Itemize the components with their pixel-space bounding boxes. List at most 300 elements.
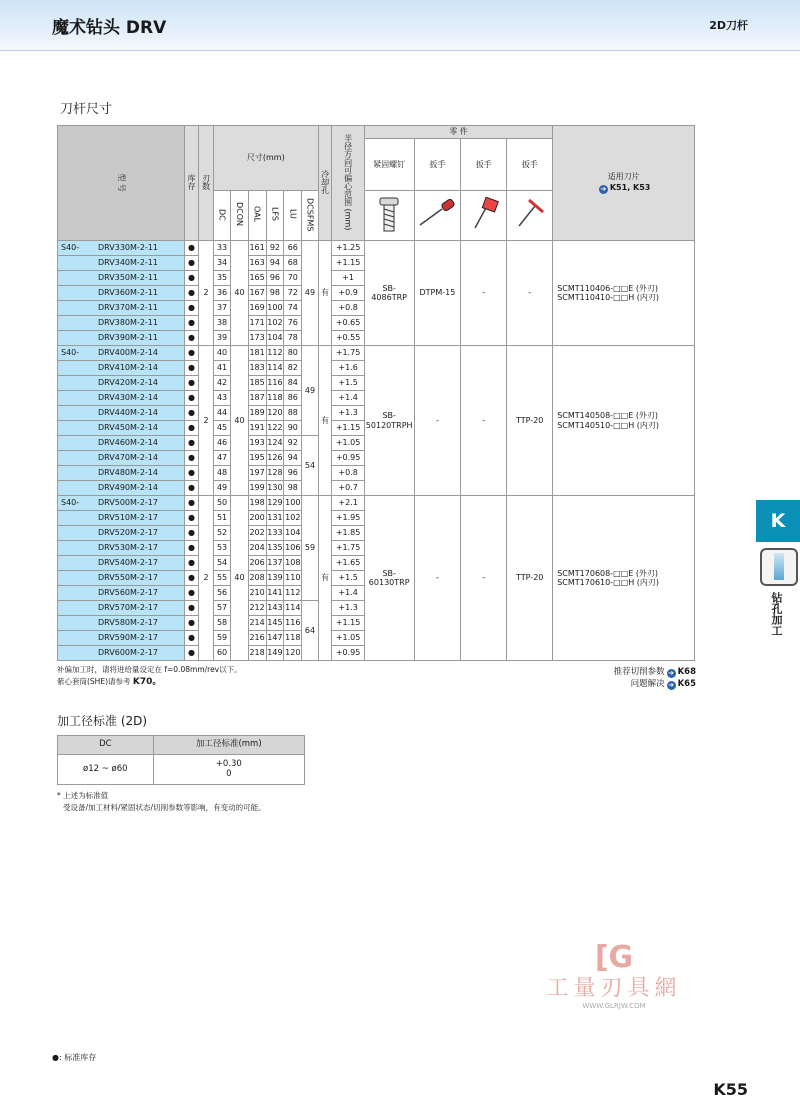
cell-dc: 59 [213,631,230,646]
cell-lu: 100 [284,496,302,511]
model-name: DRV410M-2-14 [98,363,158,373]
cell-oal: 185 [248,376,266,391]
cell-lu: 106 [284,541,302,556]
cell-stock: ● [184,346,199,361]
insert-code: SCMT110406-□□E (外刃) [557,283,659,293]
cell-offset: +1.05 [332,631,364,646]
cell-oal: 202 [248,526,266,541]
cell-screw: SB- 50120TRPH [364,346,414,496]
cell-oal: 216 [248,631,266,646]
cell-lfs: 96 [266,271,284,286]
model-prefix: S40- [61,498,80,508]
cell-model [58,286,185,301]
cell-lfs: 104 [266,331,284,346]
cell-dc: 38 [213,316,230,331]
model-name: DRV340M-2-11 [98,258,158,268]
stock-legend: ●: 标准库存 [52,1053,97,1062]
cell-lu: 74 [284,301,302,316]
wrench-flag-icon [461,191,507,241]
cell-dc: 49 [213,481,230,496]
cell-wrench-3: TTP-20 [507,346,553,496]
cell-lu: 86 [284,391,302,406]
cell-oal: 197 [248,466,266,481]
calibre-table [57,735,305,785]
cell-lfs: 126 [266,451,284,466]
model-name: DRV550M-2-17 [98,573,158,583]
cell-stock: ● [184,556,199,571]
cell-stock: ● [184,631,199,646]
cell-lu: 84 [284,376,302,391]
insert-code: SCMT140508-□□E (外刃) [557,411,659,421]
page-header [0,0,800,51]
cell-dc: 45 [213,421,230,436]
insert-code: SCMT110410-□□H (内刃) [557,293,660,302]
cal-header-std: 加工径标准(mm) [153,736,304,755]
cell-offset: +1.4 [332,391,364,406]
model-name: DRV450M-2-14 [98,423,158,433]
cell-dcsfms: 59 [302,496,319,601]
cell-dc: 53 [213,541,230,556]
cell-offset: +1.65 [332,556,364,571]
cal-dc-range: ø12 ~ ø60 [58,755,154,785]
model-name: DRV460M-2-14 [98,438,158,448]
cell-dc: 35 [213,271,230,286]
cell-model [58,346,185,361]
model-name: DRV520M-2-17 [98,528,158,538]
cell-coolant: 有 [318,346,332,496]
cell-stock: ● [184,286,199,301]
note-sleeve-ref[interactable]: K70。 [132,677,162,687]
model-name: DRV530M-2-17 [98,543,158,553]
cell-lfs: 124 [266,436,284,451]
dim-lfs: LFS [266,191,284,241]
cell-lu: 76 [284,316,302,331]
model-name: DRV430M-2-14 [98,393,158,403]
cell-lfs: 133 [266,526,284,541]
cell-stock: ● [184,421,199,436]
cell-offset: +0.95 [332,451,364,466]
cell-model [58,436,185,451]
cell-dc: 40 [213,346,230,361]
cell-lu: 110 [284,571,302,586]
notes [57,664,242,688]
cell-lfs: 120 [266,406,284,421]
dim-dcon: DCON [231,191,248,241]
cell-lu: 88 [284,406,302,421]
watermark-url: WWW.GLRJW.COM [582,1002,646,1010]
cell-stock: ● [184,481,199,496]
cell-wrench-1: - [414,496,461,661]
note-sleeve: 紫心套筒(SHE)请参考 K70。 [57,677,162,687]
cell-lfs: 135 [266,541,284,556]
cell-lfs: 147 [266,631,284,646]
cell-offset: +1.15 [332,616,364,631]
cell-dc: 52 [213,526,230,541]
cell-lfs: 143 [266,601,284,616]
cell-dc: 39 [213,331,230,346]
cell-stock: ● [184,496,199,511]
cell-offset: +0.7 [332,481,364,496]
cell-dc: 50 [213,496,230,511]
cell-stock: ● [184,586,199,601]
cell-stock: ● [184,376,199,391]
cell-offset: +1.4 [332,586,364,601]
cell-lfs: 129 [266,496,284,511]
cell-dc: 58 [213,616,230,631]
cell-model [58,556,185,571]
cell-lfs: 130 [266,481,284,496]
cell-lu: 96 [284,466,302,481]
dim-lu: LU [284,191,302,241]
cell-oal: 165 [248,271,266,286]
cell-dc: 34 [213,256,230,271]
section-title-shank: 刀杆尺寸 [60,102,113,117]
cell-model [58,601,185,616]
ref-arrow-icon: ➜ [668,681,675,689]
cell-lfs: 92 [266,241,284,256]
cell-lfs: 128 [266,466,284,481]
cell-dc: 46 [213,436,230,451]
cell-oal: 198 [248,496,266,511]
cell-stock: ● [184,406,199,421]
cell-stock: ● [184,301,199,316]
header-wrench-2: 扳手 [461,139,507,191]
cal-header-dc: DC [58,736,154,755]
cell-offset: +0.55 [332,331,364,346]
cell-model [58,646,185,661]
cell-coolant: 有 [318,496,332,661]
model-name: DRV600M-2-17 [98,648,158,658]
cell-offset: +1.05 [332,436,364,451]
cell-offset: +1.6 [332,361,364,376]
header-stock: 库存 [184,126,199,241]
cell-lu: 90 [284,421,302,436]
model-name: DRV540M-2-17 [98,558,158,568]
cell-flutes: 2 [199,346,214,496]
screw-image-icon [364,191,414,241]
cell-model [58,571,185,586]
header-offset: 半径方向可偏心范围 (mm) [332,126,364,241]
cell-offset: +0.9 [332,286,364,301]
cell-wrench-3: TTP-20 [507,496,553,661]
cell-lu: 78 [284,331,302,346]
table-row [58,496,695,511]
insert-code: SCMT170610-□□H (内刃) [557,578,660,587]
table-row [58,346,695,361]
model-prefix: S40- [61,348,80,358]
ref-trouble[interactable]: 问题解决 ➜ K65 [630,679,696,689]
dim-dc: DC [213,191,230,241]
cell-lu: 66 [284,241,302,256]
cell-offset: +1.3 [332,601,364,616]
cell-dcsfms: 49 [302,241,319,346]
cell-dc: 37 [213,301,230,316]
cell-lu: 98 [284,481,302,496]
cell-dc: 60 [213,646,230,661]
cell-offset: +2.1 [332,496,364,511]
insert-ref[interactable]: K51, K53 [609,183,651,193]
cell-offset: +1 [332,271,364,286]
header-coolant: 冷却孔 [318,126,332,241]
cell-offset: +1.3 [332,406,364,421]
dim-oal: OAL [248,191,266,241]
cell-model [58,376,185,391]
cell-lu: 70 [284,271,302,286]
cal-tolerance: +0.30 0 [153,755,304,785]
cell-dc: 47 [213,451,230,466]
cell-lu: 102 [284,511,302,526]
cell-oal: 199 [248,481,266,496]
cell-dc: 33 [213,241,230,256]
cell-lu: 104 [284,526,302,541]
wrench-t-icon [507,191,553,241]
cell-dcon: 40 [231,346,248,496]
model-name: DRV570M-2-17 [98,603,158,613]
cell-model [58,511,185,526]
cell-stock: ● [184,436,199,451]
cell-model [58,316,185,331]
cell-stock: ● [184,451,199,466]
cell-lu: 80 [284,346,302,361]
cell-stock: ● [184,391,199,406]
model-name: DRV400M-2-14 [98,348,158,358]
cell-dc: 36 [213,286,230,301]
cell-inserts [553,496,695,661]
cell-model [58,361,185,376]
watermark [528,940,700,1020]
cell-stock: ● [184,316,199,331]
model-name: DRV420M-2-14 [98,378,158,388]
cell-dcon: 40 [231,496,248,661]
cell-model [58,496,185,511]
cell-lu: 94 [284,451,302,466]
cell-oal: 181 [248,346,266,361]
watermark-logo: [G [594,940,634,975]
cell-inserts [553,241,695,346]
cell-lu: 118 [284,631,302,646]
cell-oal: 204 [248,541,266,556]
cell-offset: +1.15 [332,256,364,271]
cell-lfs: 122 [266,421,284,436]
cell-stock: ● [184,256,199,271]
model-name: DRV380M-2-11 [98,318,158,328]
cell-lu: 120 [284,646,302,661]
cell-oal: 200 [248,511,266,526]
cell-stock: ● [184,511,199,526]
cell-model [58,616,185,631]
cell-dc: 56 [213,586,230,601]
cell-model [58,301,185,316]
watermark-name: 工量刃具網 [546,976,682,1001]
cell-lfs: 139 [266,571,284,586]
cell-dc: 48 [213,466,230,481]
cell-oal: 210 [248,586,266,601]
cell-offset: +1.85 [332,526,364,541]
cell-stock: ● [184,571,199,586]
cell-wrench-1: DTPM-15 [414,241,461,346]
cell-oal: 183 [248,361,266,376]
cell-lfs: 149 [266,646,284,661]
cell-lu: 92 [284,436,302,451]
cell-lfs: 94 [266,256,284,271]
model-name: DRV560M-2-17 [98,588,158,598]
cell-dc: 41 [213,361,230,376]
cell-dc: 55 [213,571,230,586]
cell-flutes: 2 [199,496,214,661]
cell-wrench-3: - [507,241,553,346]
cell-flutes: 2 [199,241,214,346]
cell-lfs: 131 [266,511,284,526]
cell-oal: 195 [248,451,266,466]
cell-lfs: 145 [266,616,284,631]
cell-dc: 57 [213,601,230,616]
section-title-calibre: 加工径标准 (2D) [57,714,148,728]
cell-offset: +1.5 [332,571,364,586]
cell-model [58,391,185,406]
cell-lu: 68 [284,256,302,271]
cell-oal: 212 [248,601,266,616]
cell-dc: 51 [213,511,230,526]
cell-model [58,241,185,256]
model-name: DRV360M-2-11 [98,288,158,298]
cell-dc: 44 [213,406,230,421]
cell-dcsfms: 54 [302,436,319,496]
ref-cutting[interactable]: 推荐切削参数 ➜ K68 [613,667,696,677]
cell-stock: ● [184,616,199,631]
model-name: DRV370M-2-11 [98,303,158,313]
ref-arrow-icon: ➜ [600,185,607,194]
cell-stock: ● [184,331,199,346]
dim-dcsfms: DCSFMS [302,191,319,241]
cell-offset: +0.95 [332,646,364,661]
model-name: DRV480M-2-14 [98,468,158,478]
cell-lfs: 112 [266,346,284,361]
model-name: DRV510M-2-17 [98,513,158,523]
header-model: 型 号 [58,126,185,241]
insert-code: SCMT170608-□□E (外刃) [557,568,659,578]
cell-offset: +1.95 [332,511,364,526]
cell-stock: ● [184,526,199,541]
shank-table [57,125,695,661]
drill-icon [760,548,798,586]
header-flutes: 刃数 [199,126,214,241]
cell-oal: 173 [248,331,266,346]
cell-offset: +0.65 [332,316,364,331]
header-insert: 适用刀片 ➜ K51, K53 [553,126,695,241]
cell-stock: ● [184,646,199,661]
cell-lfs: 118 [266,391,284,406]
page-number: K55 [713,1080,748,1099]
cell-model [58,406,185,421]
cell-model [58,481,185,496]
model-name: DRV580M-2-17 [98,618,158,628]
cell-oal: 191 [248,421,266,436]
cell-oal: 169 [248,301,266,316]
cell-oal: 167 [248,286,266,301]
cell-screw: SB-4086TRP [364,241,414,346]
cell-wrench-2: - [461,346,507,496]
cell-stock: ● [184,601,199,616]
cell-lfs: 114 [266,361,284,376]
cell-lfs: 137 [266,556,284,571]
cell-oal: 193 [248,436,266,451]
cell-oal: 161 [248,241,266,256]
ref-arrow-icon: ➜ [668,669,675,677]
cell-dc: 43 [213,391,230,406]
chapter-label: 钻孔加工 [770,592,783,636]
cell-dcsfms: 64 [302,601,319,661]
cell-inserts [553,346,695,496]
table-row [58,241,695,256]
cell-oal: 189 [248,406,266,421]
cell-lfs: 102 [266,316,284,331]
cell-offset: +1.25 [332,241,364,256]
cell-oal: 163 [248,256,266,271]
cell-wrench-1: - [414,346,461,496]
chapter-tab-k[interactable]: K [756,500,800,542]
model-name: DRV330M-2-11 [98,243,158,253]
cell-coolant: 有 [318,241,332,346]
cell-model [58,541,185,556]
cell-dcsfms: 49 [302,346,319,436]
cell-model [58,466,185,481]
cell-model [58,586,185,601]
cell-model [58,271,185,286]
cell-model [58,631,185,646]
cell-model [58,421,185,436]
cell-lfs: 116 [266,376,284,391]
cell-offset: +0.8 [332,466,364,481]
header-parts: 零 件 [364,126,552,139]
cell-lu: 72 [284,286,302,301]
cell-oal: 187 [248,391,266,406]
cell-wrench-2: - [461,496,507,661]
cell-dcon: 40 [231,241,248,346]
cell-offset: +1.15 [332,421,364,436]
cell-oal: 218 [248,646,266,661]
cell-lfs: 98 [266,286,284,301]
cell-stock: ● [184,271,199,286]
cell-dc: 42 [213,376,230,391]
cell-stock: ● [184,361,199,376]
cell-screw: SB- 60130TRP [364,496,414,661]
model-name: DRV490M-2-14 [98,483,158,493]
cell-oal: 206 [248,556,266,571]
footnote: * 上述为标准值 受设备/加工材料/紧固状态/切削参数等影响，有变动的可能。 [57,791,266,812]
cell-lu: 108 [284,556,302,571]
cell-model [58,256,185,271]
insert-code: SCMT140510-□□H (内刃) [557,420,660,430]
cell-model [58,526,185,541]
note-feed: 补偏加工时，请将进给量设定在 f=0.08mm/rev以下。 [57,665,242,674]
cell-stock: ● [184,541,199,556]
cell-oal: 171 [248,316,266,331]
cell-offset: +1.5 [332,376,364,391]
model-name: DRV440M-2-14 [98,408,158,418]
model-prefix: S40- [61,243,80,253]
cell-lu: 112 [284,586,302,601]
header-screw: 紧固螺钉 [364,139,414,191]
wrench-screwdriver-icon [414,191,461,241]
cell-wrench-2: - [461,241,507,346]
header-wrench-3: 扳手 [507,139,553,191]
page-title: 魔术钻头 DRV [52,18,167,38]
cell-model [58,451,185,466]
model-name: DRV500M-2-17 [98,498,158,508]
header-subtitle: 2D刀杆 [709,19,748,32]
model-name: DRV350M-2-11 [98,273,158,283]
cell-oal: 214 [248,616,266,631]
